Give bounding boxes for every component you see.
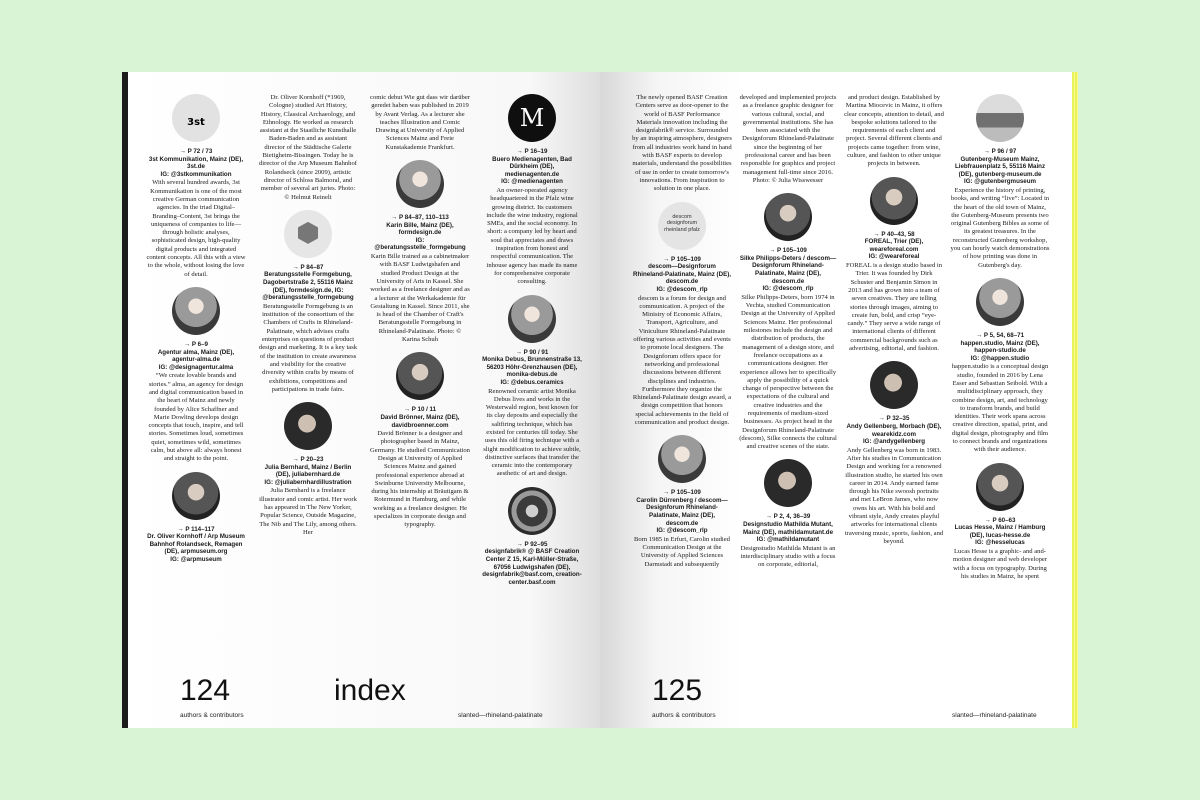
entry-body: Lucas Hesse is a graphic- and and-motion designer and web developer with a focus on typography. During his studies in Mainz, he spent — [952, 547, 1048, 580]
entry-meta: → P 10 / 11 David Brönner, Mainz (DE), davidbroenner.com — [380, 406, 460, 429]
entry-body: Designstudio Mathilda Mutant is an interdisciplinary studio with a focus on corporate, editorial, — [740, 544, 836, 569]
entry-meta: → P 6–9 Agentur alma, Mainz (DE), agentur-alma.de IG: @designagentur.alma — [157, 340, 235, 371]
entry-body: Beratungsstelle Formgebung is an institution of the consortium of the Chambers of Crafts in Rhineland-Palatinate, which advises crafts enterprises on questions of product design and marketing. It is a key task of the institution to create awareness and visibility for the creative diversity within crafts by means of exhibitions, competitions and participations in trade fairs. — [258, 302, 358, 393]
right-col-1 — [632, 94, 732, 577]
footer-right: slanted—rhineland-palatinate — [952, 712, 1037, 719]
entry-body: descom is a forum for design and communication. A project of the Ministry of Economic Affairs, Transport, Agriculture, and Viniculture Rhineland-Palatinate offering various activities and events to promote local designers. The Designforum offers space for networking and professional discussions between different disciplines and industries. Furthermore they organize the Rhineland-Palatinate design award, a design competition that honors special achievements in the field of communication and product design. — [632, 294, 732, 426]
entry-body: Andy Gellenberg was born in 1983. After his studies in Communication Design and working for a renowned illustration studio, he started his own career in 2014. Andy earned fame through his Nike swoosh portraits and met LeBron James, who now owns his art. With his bold and vibrant style, Andy creates playful artworks for international clients traversing music, sports, fashion, and beyond. — [844, 446, 944, 545]
portrait-photo — [976, 463, 1024, 511]
entry-body: Born 1985 in Erfurt, Carolin studied Communication Design at the University of Applied Sciences Darmstadt and subsequently — [634, 535, 730, 568]
entry-philipps-deters — [738, 193, 838, 451]
entry-designfabrik — [482, 487, 582, 587]
gutenberg-museum-image — [976, 94, 1024, 142]
medienagenten-logo: M — [508, 94, 556, 142]
entry-debus — [482, 295, 582, 479]
entry-body: With several hundred awards, 3st Kommunikation is one of the most creative German communication agencies. In the triad Digital–Branding–Content, 3st brings the uniqueness of companies to life—through holistic analyses, sophisticated design, high-quality digital products and integrated content concepts. All this with a view to the whole, without losing the love of detail. — [146, 179, 246, 278]
entry-3st — [146, 94, 246, 279]
entry-duerrenberg — [632, 435, 732, 569]
entry-meta: → P 84–87, 110–113 Karin Bille, Mainz (DE), formdesign.de IG: @beratungsstelle_formgebung — [374, 214, 466, 252]
formgebung-logo — [284, 210, 332, 258]
entry-body: happen.studio is a conceptual design studio, founded in 2016 by Lena Esser and Sebastian Seibold. With a multidisciplinary approach, they combine design, art, and technology to transform brands, and build identities. Their work spans across creative direction, spatial, print, and digital design, photography and film to connect brands and organizations with their audience. — [951, 363, 1049, 454]
left-col-1 — [146, 94, 246, 572]
right-col-3 — [844, 94, 944, 554]
entry-meta: → P 32–35 Andy Gellenberg, Morbach (DE), wearekidz.com IG: @andygellenberg — [846, 415, 942, 446]
designfabrik-bio: The newly opened BASF Creation Centers serve as door-opener to the world of BASF Performance Materials innovation including the designfabrik® service. Surrounded by an inspiring atmosphere, designers from all industries work hand in hand with BASF experts to develop materials, understand the possibilities of use in order to create tomorrow's innovations. From inspiration to solution in one place. — [632, 94, 732, 193]
entry-medienagenten — [482, 94, 582, 287]
entry-kornhoff — [146, 472, 246, 564]
entry-body: An owner-operated agency headquartered in the Pfalz wine growing district. Its customers include the wine industry, regional SMEs, and the social economy. In short: a company led by heart and soul that appreciates and draws inspiration from honest and respectful communication. The inhouse agency has made its name for comprehensive corporate consulting. — [486, 186, 578, 286]
portrait-photo — [508, 295, 556, 343]
entry-mathilda-mutant — [738, 459, 838, 569]
entry-meta: → P 84–87 Beratungsstelle Formgebung, Dagobertstraße 2, 55116 Mainz (DE), formdesign.de, IG: @beratungsstelle_formgebung — [262, 263, 354, 302]
portrait-photo — [976, 278, 1024, 326]
portrait-photo — [870, 177, 918, 225]
portrait-photo — [172, 287, 220, 335]
entry-meta: → P 114–117 Dr. Oliver Kornhoff / Arp Museum Bahnhof Rolandseck, Remagen (DE), arpmuseum.org IG: @arpmuseum — [147, 525, 245, 563]
entry-meta: → P 105–109 Silke Philipps-Deters / descom—Designforum Rhineland-Palatinate, Mainz (DE), descom.de IG: @descom_rlp — [739, 247, 837, 293]
mathilda-bio-cont: and product design. Established by Martina Miocevic in Mainz, it offers clear concepts, attention to detail, and bespoke solutions tailored to the requirements of each client and project. Several different clients and projects came together: from wine, culture, and fashion to other unique projects in between. — [844, 94, 944, 168]
portrait-photo — [658, 435, 706, 483]
entry-body: FOREAL is a design studio based in Trier. It was founded by Dirk Schuster and Benjamin Simon in 2013 and has grown into a team of seven creatives. They are telling stories through images, aiming to create fun, bold, and crisp “eye-candy.” They serve a wide range of international clients of different commercial backgrounds such as advertising, editorial, and fashion. — [845, 262, 943, 353]
entry-meta: → P 60–63 Lucas Hesse, Mainz / Hamburg (DE), lucas-hesse.de IG: @hesselucas — [954, 516, 1046, 547]
right-col-2 — [738, 94, 838, 578]
right-page — [600, 72, 1072, 728]
entry-alma — [146, 287, 246, 464]
open-magazine-spread — [128, 72, 1072, 728]
entry-body: Julia Bernhard is a freelance illustrator and comic artist. Her work has appeared in The New Yorker, Popular Science, Outside Magazine, The Nib and The Lily, among others. Her — [259, 487, 357, 536]
entry-broenner — [370, 352, 470, 529]
entry-meta: → P 105–109 Carolin Dürrenberg / descom—Designforum Rhineland-Palatinate, Mainz (DE), descom.de IG: @descom_rlp — [636, 489, 728, 535]
right-page-edge — [1072, 72, 1078, 728]
entry-meta: → P 105–109 descom—Designforum Rhineland-Palatinate, Mainz (DE), descom.de IG: @descom_rlp — [633, 255, 731, 293]
portrait-photo — [764, 459, 812, 507]
entry-meta: → P 16–19 Buero Medienagenten, Bad Dürkheim (DE), medienagenten.de IG: @medienagenten — [492, 148, 572, 186]
entry-formgebung — [258, 210, 358, 394]
kornhoff-bio: Dr. Oliver Kornhoff (*1969, Cologne) studied Art History, History, Classical Archaeology, and Ethnology. He worked as research assistant at the Staatliche Kunsthalle Baden-Baden and as assistant director of the Städtische Galerie Bietigheim-Bissingen. Today he is director of the Arp Museum Bahnhof Rolandseck (since 2009), artistic director of Schloss Balmoral, and member of several art juries. Photo: © Helmut Reinelt — [259, 94, 357, 201]
entry-meta: → P 90 / 91 Monika Debus, Brunnenstraße 13, 56203 Höhr-Grenzhausen (DE), monika-debus.de IG: @debus.ceramics — [482, 348, 582, 386]
descom-logo: descom designforum rheinland pfalz — [658, 202, 706, 250]
bernhard-bio-cont: comic debut Wie gut dass wir darüber geredet haben was published in 2019 by Avant Verlag. As a lecturer she teaches Illustration and Comic Drawing at University of Applied Sciences Mainz and Freie Kunstakademie Frankfurt. — [370, 94, 470, 151]
entry-bille — [370, 160, 470, 344]
entry-foreal — [844, 177, 944, 354]
entry-meta: → P 96 / 97 Gutenberg-Museum Mainz, Liebfrauenplatz 5, 55116 Mainz (DE), gutenberg-museum.de IG: @gutenbergmuseum — [954, 148, 1046, 186]
page-number: 124 — [180, 674, 231, 707]
portrait-photo — [284, 402, 332, 450]
footer-right: slanted—rhineland-palatinate — [458, 712, 543, 719]
entry-meta: → P 5, 54, 68–71 happen.studio, Mainz (DE), happen-studio.de IG: @happen.studio — [960, 331, 1040, 362]
portrait-photo — [764, 193, 812, 241]
entry-bernhard — [258, 402, 358, 537]
entry-meta: → P 20–23 Julia Bernhard, Mainz / Berlin (DE), juliabernhard.de IG: @juliabernhardillustration — [264, 456, 352, 486]
entry-meta: → P 40–43, 58 FOREAL, Trier (DE), weareforeal.com IG: @weareforeal — [864, 230, 924, 261]
entry-body: David Brönner is a designer and photographer based in Mainz, Germany. He studied Communication Design at University of Applied Sciences Mainz and gained professional experience abroad at Swinburne University Melbourne, during his internship at Bräutigam & Rotermund in Hamburg, and while working as a freelance designer. He specializes in corporate design and typography. — [370, 430, 470, 529]
entry-body: Renowned ceramic artist Monika Debus lives and works in the Westerwald region, best known for its clay deposits and especially the saltfiring technique, which has existed for centuries till today. She uses this old firing technique with a slight modification to achieve subtle, distinctive surfaces that transfer the ceramic into the contemporary aesthetic of art and design. — [483, 387, 581, 478]
right-col-4 — [950, 94, 1050, 589]
entry-body: Silke Philipps-Deters, born 1974 in Vechta, studied Communication Design at the University of Applied Sciences Mainz. Her professional milestones include the design and distribution of products, the management of a design store, and freelance occupations as a communications designer. Her experience allows her to specifically apply the possibility of a quick change of perspective between the expectations of the cultural and creative industries and the requirements of medium-sized businesses. As project head in the Designforum Rhineland-Palatinate (descom), Silke connects the cultural and creative scenes of the state. — [739, 293, 837, 451]
entry-happen-studio — [950, 278, 1050, 455]
entry-body: “We create lovable brands and stories.” alma, an agency for design and digital communication based in the heart of Mainz and newly founded by Alice Schaffner and Marie Dowling develops design concepts that touch, inspire, and tell stories. Sometimes loud, sometimes quiet, sometimes wild, sometimes calm, but above all: always honest and straight to the point. — [148, 372, 244, 463]
footer-left: authors & contributors — [652, 712, 716, 719]
left-col-4 — [482, 94, 582, 594]
portrait-photo — [172, 472, 220, 520]
entry-descom — [632, 202, 732, 428]
portrait-photo — [396, 160, 444, 208]
entry-gutenberg — [950, 94, 1050, 270]
left-page — [128, 72, 600, 728]
portrait-photo — [870, 361, 918, 409]
designfabrik-image — [508, 487, 556, 535]
entry-meta: → P 72 / 73 3st Kommunikation, Mainz (DE), 3st.de IG: @3stkommunikation — [148, 148, 244, 178]
section-title: index — [334, 674, 406, 707]
entry-meta: → P 2, 4, 36–39 Designstudio Mathilda Mutant, Mainz (DE), mathildamutant.de IG: @mathildamutant — [742, 513, 834, 544]
3st-logo: 3st — [172, 94, 220, 142]
portrait-photo — [396, 352, 444, 400]
page-number: 125 — [652, 674, 703, 707]
footer-left: authors & contributors — [180, 712, 244, 719]
entry-body: Karin Bille trained as a cabinetmaker with BASF Ludwigshafen and studied Product Design at the University of Arts in Kassel. She worked as a freelance designer and as a lecturer at the Werkakademie für Gestaltung in Kassel. Since 2011, she is head of the Chamber of Craft's Beratungsstelle Formgebung in Rhineland-Palatinate. Photo: © Karina Schuh — [370, 253, 470, 344]
duerrenberg-bio-cont: developed and implemented projects as a freelance graphic designer for various cultural, social, and governmental institutions. She has been associated with the Designforum Rhineland-Palatinate since the beginning of her professional career and has been responsible for graphics and project management full-time since 2016. Photo: © Julia Wisswesser — [739, 94, 837, 184]
entry-hesse — [950, 463, 1050, 582]
entry-gellenberg — [844, 361, 944, 546]
left-col-3 — [370, 94, 470, 538]
entry-body: Experience the history of printing, books, and writing “live”: Located in the heart of the old town of Mainz, the Gutenberg-Museum presents two original Gutenberg Bibles as some of its greatest treasures. In the reconstructed Gutenberg workshop, you can hourly watch demonstrations of how printing was done in Gutenberg's day. — [950, 186, 1050, 269]
left-col-2 — [258, 94, 358, 545]
entry-meta: → P 92–95 designfabrik® @ BASF Creation Center Z 15, Karl-Müller-Straße, 67056 Ludwigshafen (DE), designfabrik@basf.com, creation-center.basf.com — [482, 540, 582, 586]
